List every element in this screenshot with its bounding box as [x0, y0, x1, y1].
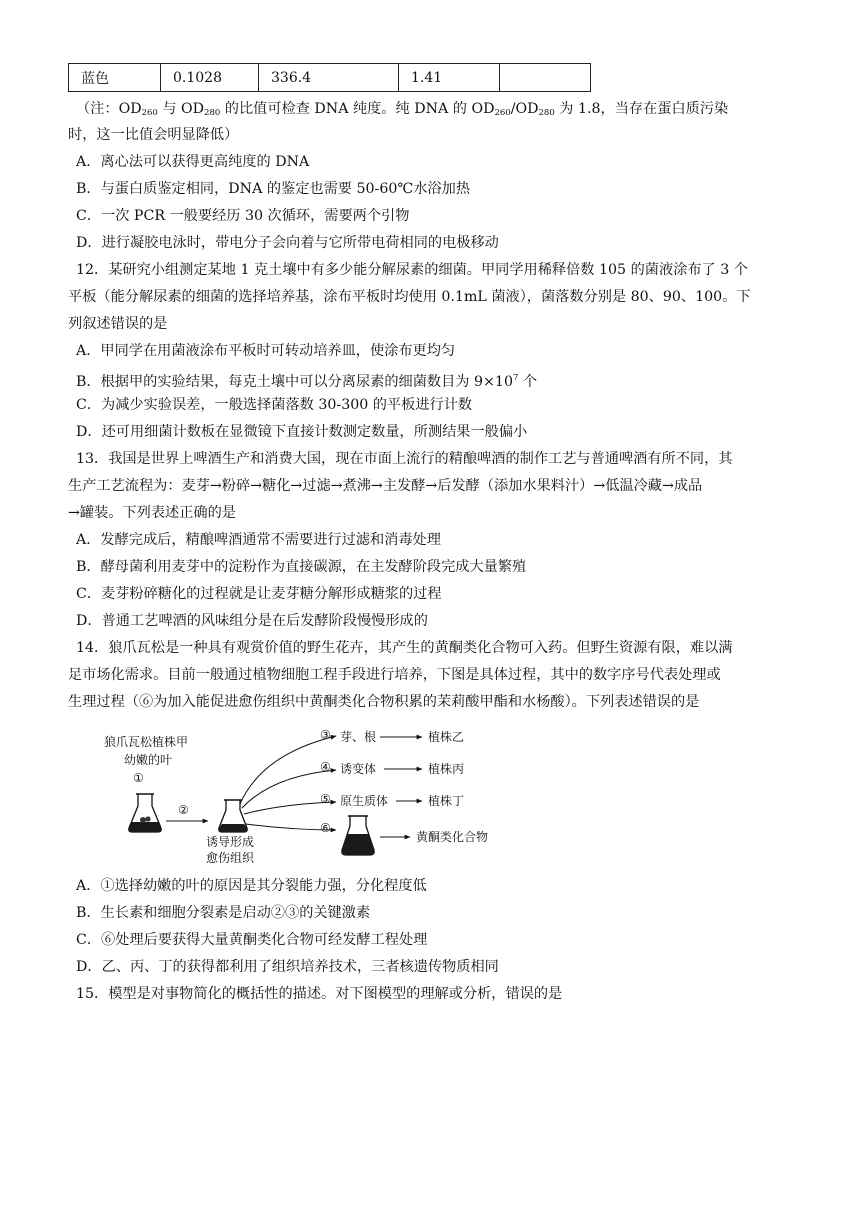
- flask-3-icon: [342, 816, 374, 855]
- callus-label-line-2: 愈伤组织: [206, 851, 255, 865]
- q13-option-c: C．麦芽粉碎糖化的过程就是让麦芽糖分解形成糖浆的过程: [76, 586, 442, 602]
- q13-stem-line-3: →罐装。下列表述正确的是: [68, 505, 236, 521]
- q12-stem-line-2: 平板（能分解尿素的细菌的选择培养基，涂布平板时均使用 0.1mL 菌液），菌落数分别是 80、90、100。下: [68, 289, 751, 305]
- q12-option-d: D．还可用细菌计数板在显微镜下直接计数测定数量，所测结果一般偏小: [76, 424, 528, 440]
- q12-option-b-unit: 个: [518, 374, 538, 390]
- table-note-line-2: 时，这一比值会明显降低）: [68, 127, 239, 143]
- q13-stem-line-2: 生产工艺流程为：麦芽→粉碎→糖化→过滤→煮沸→主发酵→后发酵（添加水果料汁）→低温冷藏→成品: [68, 478, 703, 494]
- q12-option-a: A．甲同学在用菌液涂布平板时可转动培养皿，使涂布更均匀: [76, 343, 456, 359]
- plant-label-line-1: 狼爪瓦松植株甲: [104, 735, 189, 749]
- table-cell: 1.41: [399, 64, 500, 92]
- tissue-culture-diagram: [92, 724, 512, 866]
- note-text: 的比值可检查 DNA 纯度。纯 DNA 的 OD: [220, 101, 495, 117]
- q12-option-b: [76, 368, 537, 392]
- note-subscript: 260: [141, 108, 158, 118]
- table-cell: 0.1028: [161, 64, 259, 92]
- q12-stem-line-1: 12．某研究小组测定某地 1 克土壤中有多少能分解尿素的细菌。甲同学用稀释倍数 105 的菌液涂布了 3 个: [76, 262, 748, 278]
- flask-2-icon: [219, 800, 247, 832]
- q13-stem-line-1: 13．我国是世界上啤酒生产和消费大国，现在市面上流行的精酿啤酒的制作工艺与普通啤酒有所不同，其: [76, 451, 733, 467]
- flavonoid-label: 黄酮类化合物: [416, 830, 489, 844]
- q12-option-b-text: B．根据甲的实验结果，每克土壤中可以分离尿素的细菌数目为 9×10: [76, 374, 513, 390]
- note-subscript: 280: [538, 108, 555, 118]
- q12-option-b-exponent: 7: [512, 373, 519, 383]
- q14-option-d: D．乙、丙、丁的获得都利用了组织培养技术，三者核遗传物质相同: [76, 959, 499, 975]
- q14-stem-line-2: 足市场化需求。目前一般通过植物细胞工程手段进行培养，下图是具体过程，其中的数字序号代表处理或: [68, 667, 721, 683]
- q14-option-a: A．①选择幼嫩的叶的原因是其分裂能力强，分化程度低: [76, 878, 427, 894]
- table-cell: [500, 64, 591, 92]
- q11-option-c: C．一次 PCR 一般要经历 30 次循环，需要两个引物: [76, 208, 410, 224]
- q15-stem: 15．模型是对事物简化的概括性的描述。对下图模型的理解或分析，错误的是: [76, 986, 563, 1002]
- step-3-label: ③: [320, 728, 331, 742]
- q13-option-d: D．普通工艺啤酒的风味组分是在后发酵阶段慢慢形成的: [76, 613, 428, 629]
- table-cell: 蓝色: [69, 64, 161, 92]
- plant-label-line-2: 幼嫩的叶: [124, 753, 173, 767]
- q11-option-a: A．离心法可以获得更高纯度的 DNA: [76, 154, 310, 170]
- note-text: 为 1.8，当存在蛋白质污染: [554, 101, 729, 117]
- table-row: [69, 64, 591, 92]
- bud-root-label: 芽、根: [340, 730, 377, 744]
- protoplast-label: 原生质体: [340, 794, 389, 808]
- plant-ding-label: 植株丁: [428, 794, 465, 808]
- note-subscript: 260: [494, 108, 511, 118]
- note-text: （注：OD: [76, 101, 142, 117]
- step-5-label: ⑤: [320, 792, 331, 806]
- od-table: [68, 63, 591, 92]
- plant-bing-label: 植株丙: [428, 762, 465, 776]
- step-1-label: ①: [133, 771, 144, 785]
- q11-option-b: B．与蛋白质鉴定相同，DNA 的鉴定也需要 50-60℃水浴加热: [76, 181, 471, 197]
- plant-yi-label: 植株乙: [428, 730, 465, 744]
- mutant-label: 诱变体: [340, 762, 377, 776]
- q12-stem-line-3: 列叙述错误的是: [68, 316, 168, 332]
- note-text: /OD: [510, 101, 539, 117]
- step-4-label: ④: [320, 760, 331, 774]
- callus-label-line-1: 诱导形成: [206, 835, 255, 849]
- table-cell: 336.4: [259, 64, 399, 92]
- q13-option-b: B．酵母菌利用麦芽中的淀粉作为直接碳源，在主发酵阶段完成大量繁殖: [76, 559, 527, 575]
- q13-option-a: A．发酵完成后，精酿啤酒通常不需要进行过滤和消毒处理: [76, 532, 441, 548]
- q12-option-c: C．为减少实验误差，一般选择菌落数 30-300 的平板进行计数: [76, 397, 473, 413]
- q14-option-b: B．生长素和细胞分裂素是启动②③的关键激素: [76, 905, 371, 921]
- q14-stem-line-1: 14．狼爪瓦松是一种具有观赏价值的野生花卉，其产生的黄酮类化合物可入药。但野生资源有限，难以满: [76, 640, 733, 656]
- q11-option-d: D．进行凝胶电泳时，带电分子会向着与它所带电荷相同的电极移动: [76, 235, 499, 251]
- table-note-line-1: [76, 99, 728, 123]
- q14-stem-line-3: 生理过程（⑥为加入能促进愈伤组织中黄酮类化合物积累的茉莉酸甲酯和水杨酸）。下列表述错误的是: [68, 694, 700, 710]
- flask-1-icon: [129, 794, 161, 832]
- step-2-label: ②: [178, 803, 189, 817]
- q14-option-c: C．⑥处理后要获得大量黄酮类化合物可经发酵工程处理: [76, 932, 428, 948]
- note-subscript: 280: [204, 108, 221, 118]
- step-6-label: ⑥: [320, 821, 331, 835]
- note-text: 与 OD: [157, 101, 205, 117]
